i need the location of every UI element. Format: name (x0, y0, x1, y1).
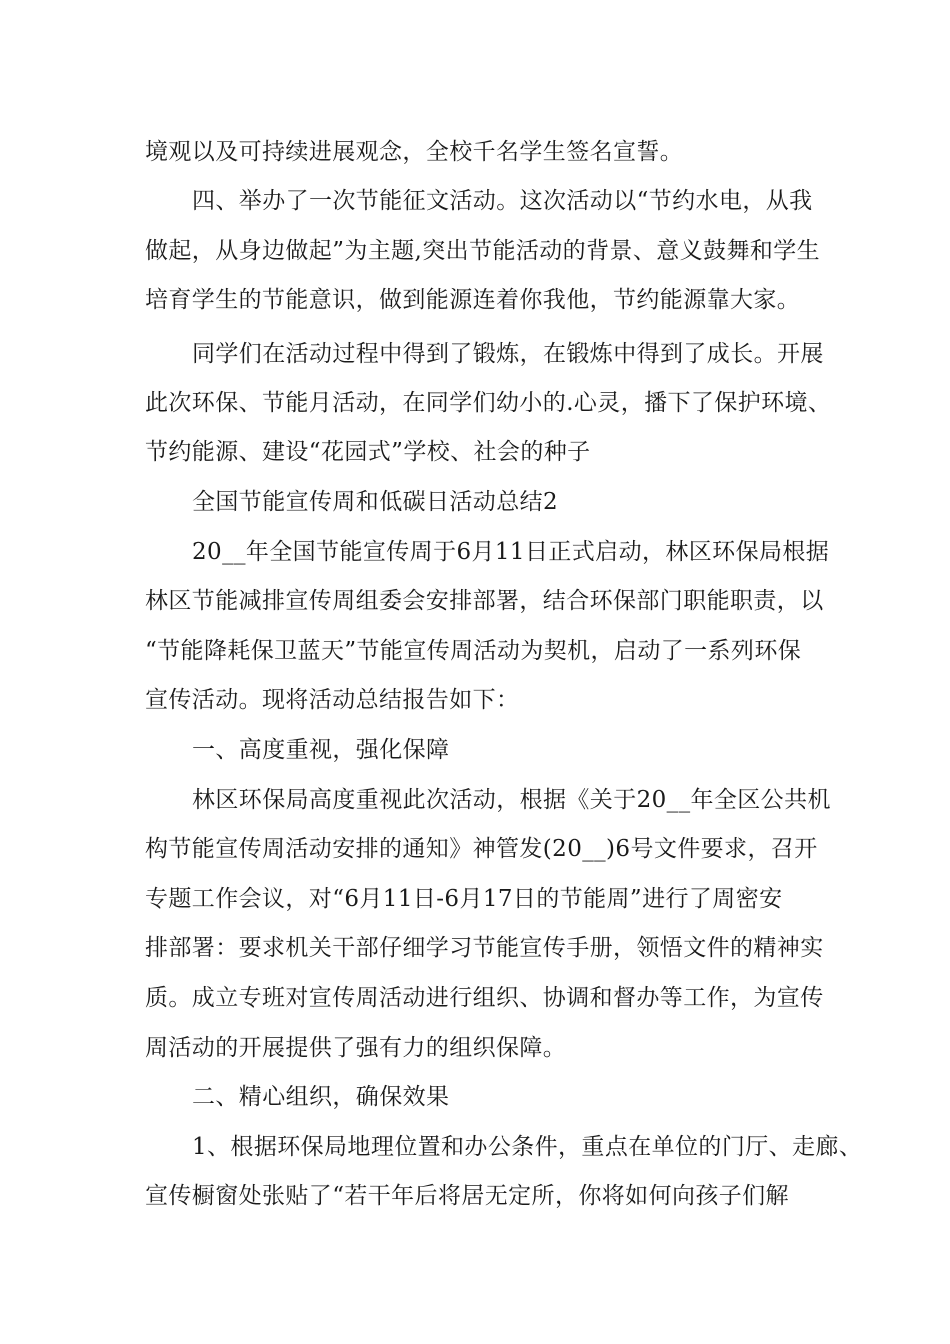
paragraph-line: 节约能源、建设“花园式”学校、社会的种子 (145, 439, 591, 465)
paragraph-line: 林区节能减排宣传周组委会安排部署，结合环保部门职能职责，以 (145, 588, 824, 614)
section-heading: 二、精心组织，确保效果 (192, 1084, 450, 1110)
paragraph-line: 1、根据环保局地理位置和办公条件，重点在单位的门厅、走廊、 (192, 1134, 863, 1160)
paragraph-line: 林区环保局高度重视此次活动，根据《关于20__年全区公共机 (192, 787, 831, 813)
paragraph-line: 排部署：要求机关干部仔细学习节能宣传手册，领悟文件的精神实 (145, 935, 824, 961)
paragraph-line: 同学们在活动过程中得到了锻炼，在锻炼中得到了成长。开展 (192, 341, 824, 367)
paragraph-line: 四、举办了一次节能征文活动。这次活动以“节约水电，从我 (192, 188, 813, 214)
paragraph-line: 20__年全国节能宣传周于6月11日正式启动，林区环保局根据 (192, 539, 830, 565)
paragraph-line: 境观以及可持续进展观念，全校千名学生签名宣誓。 (145, 139, 684, 165)
section-heading: 一、高度重视，强化保障 (192, 737, 450, 763)
paragraph-line: 构节能宣传周活动安排的通知》神管发(20__)6号文件要求，召开 (145, 836, 818, 862)
paragraph-line: 培育学生的节能意识，做到能源连着你我他，节约能源靠大家。 (145, 287, 801, 313)
paragraph-line: 做起，从身边做起”为主题,突出节能活动的背景、意义鼓舞和学生 (145, 238, 821, 264)
paragraph-line: 质。成立专班对宣传周活动进行组织、协调和督办等工作，为宣传 (145, 985, 824, 1011)
paragraph-line: 宣传橱窗处张贴了“若干年后将居无定所，你将如何向孩子们解 (145, 1183, 789, 1209)
paragraph-line: 专题工作会议，对“6月11日-6月17日的节能周”进行了周密安 (145, 886, 783, 912)
paragraph-line: 周活动的开展提供了强有力的组织保障。 (145, 1035, 567, 1061)
paragraph-line: 此次环保、节能月活动，在同学们幼小的.心灵，播下了保护环境、 (145, 390, 832, 416)
paragraph-line: “节能降耗保卫蓝天”节能宣传周活动为契机，启动了一系列环保 (145, 638, 802, 664)
paragraph-line: 宣传活动。现将活动总结报告如下： (145, 687, 520, 713)
section-heading: 全国节能宣传周和低碳日活动总结2 (192, 489, 559, 515)
